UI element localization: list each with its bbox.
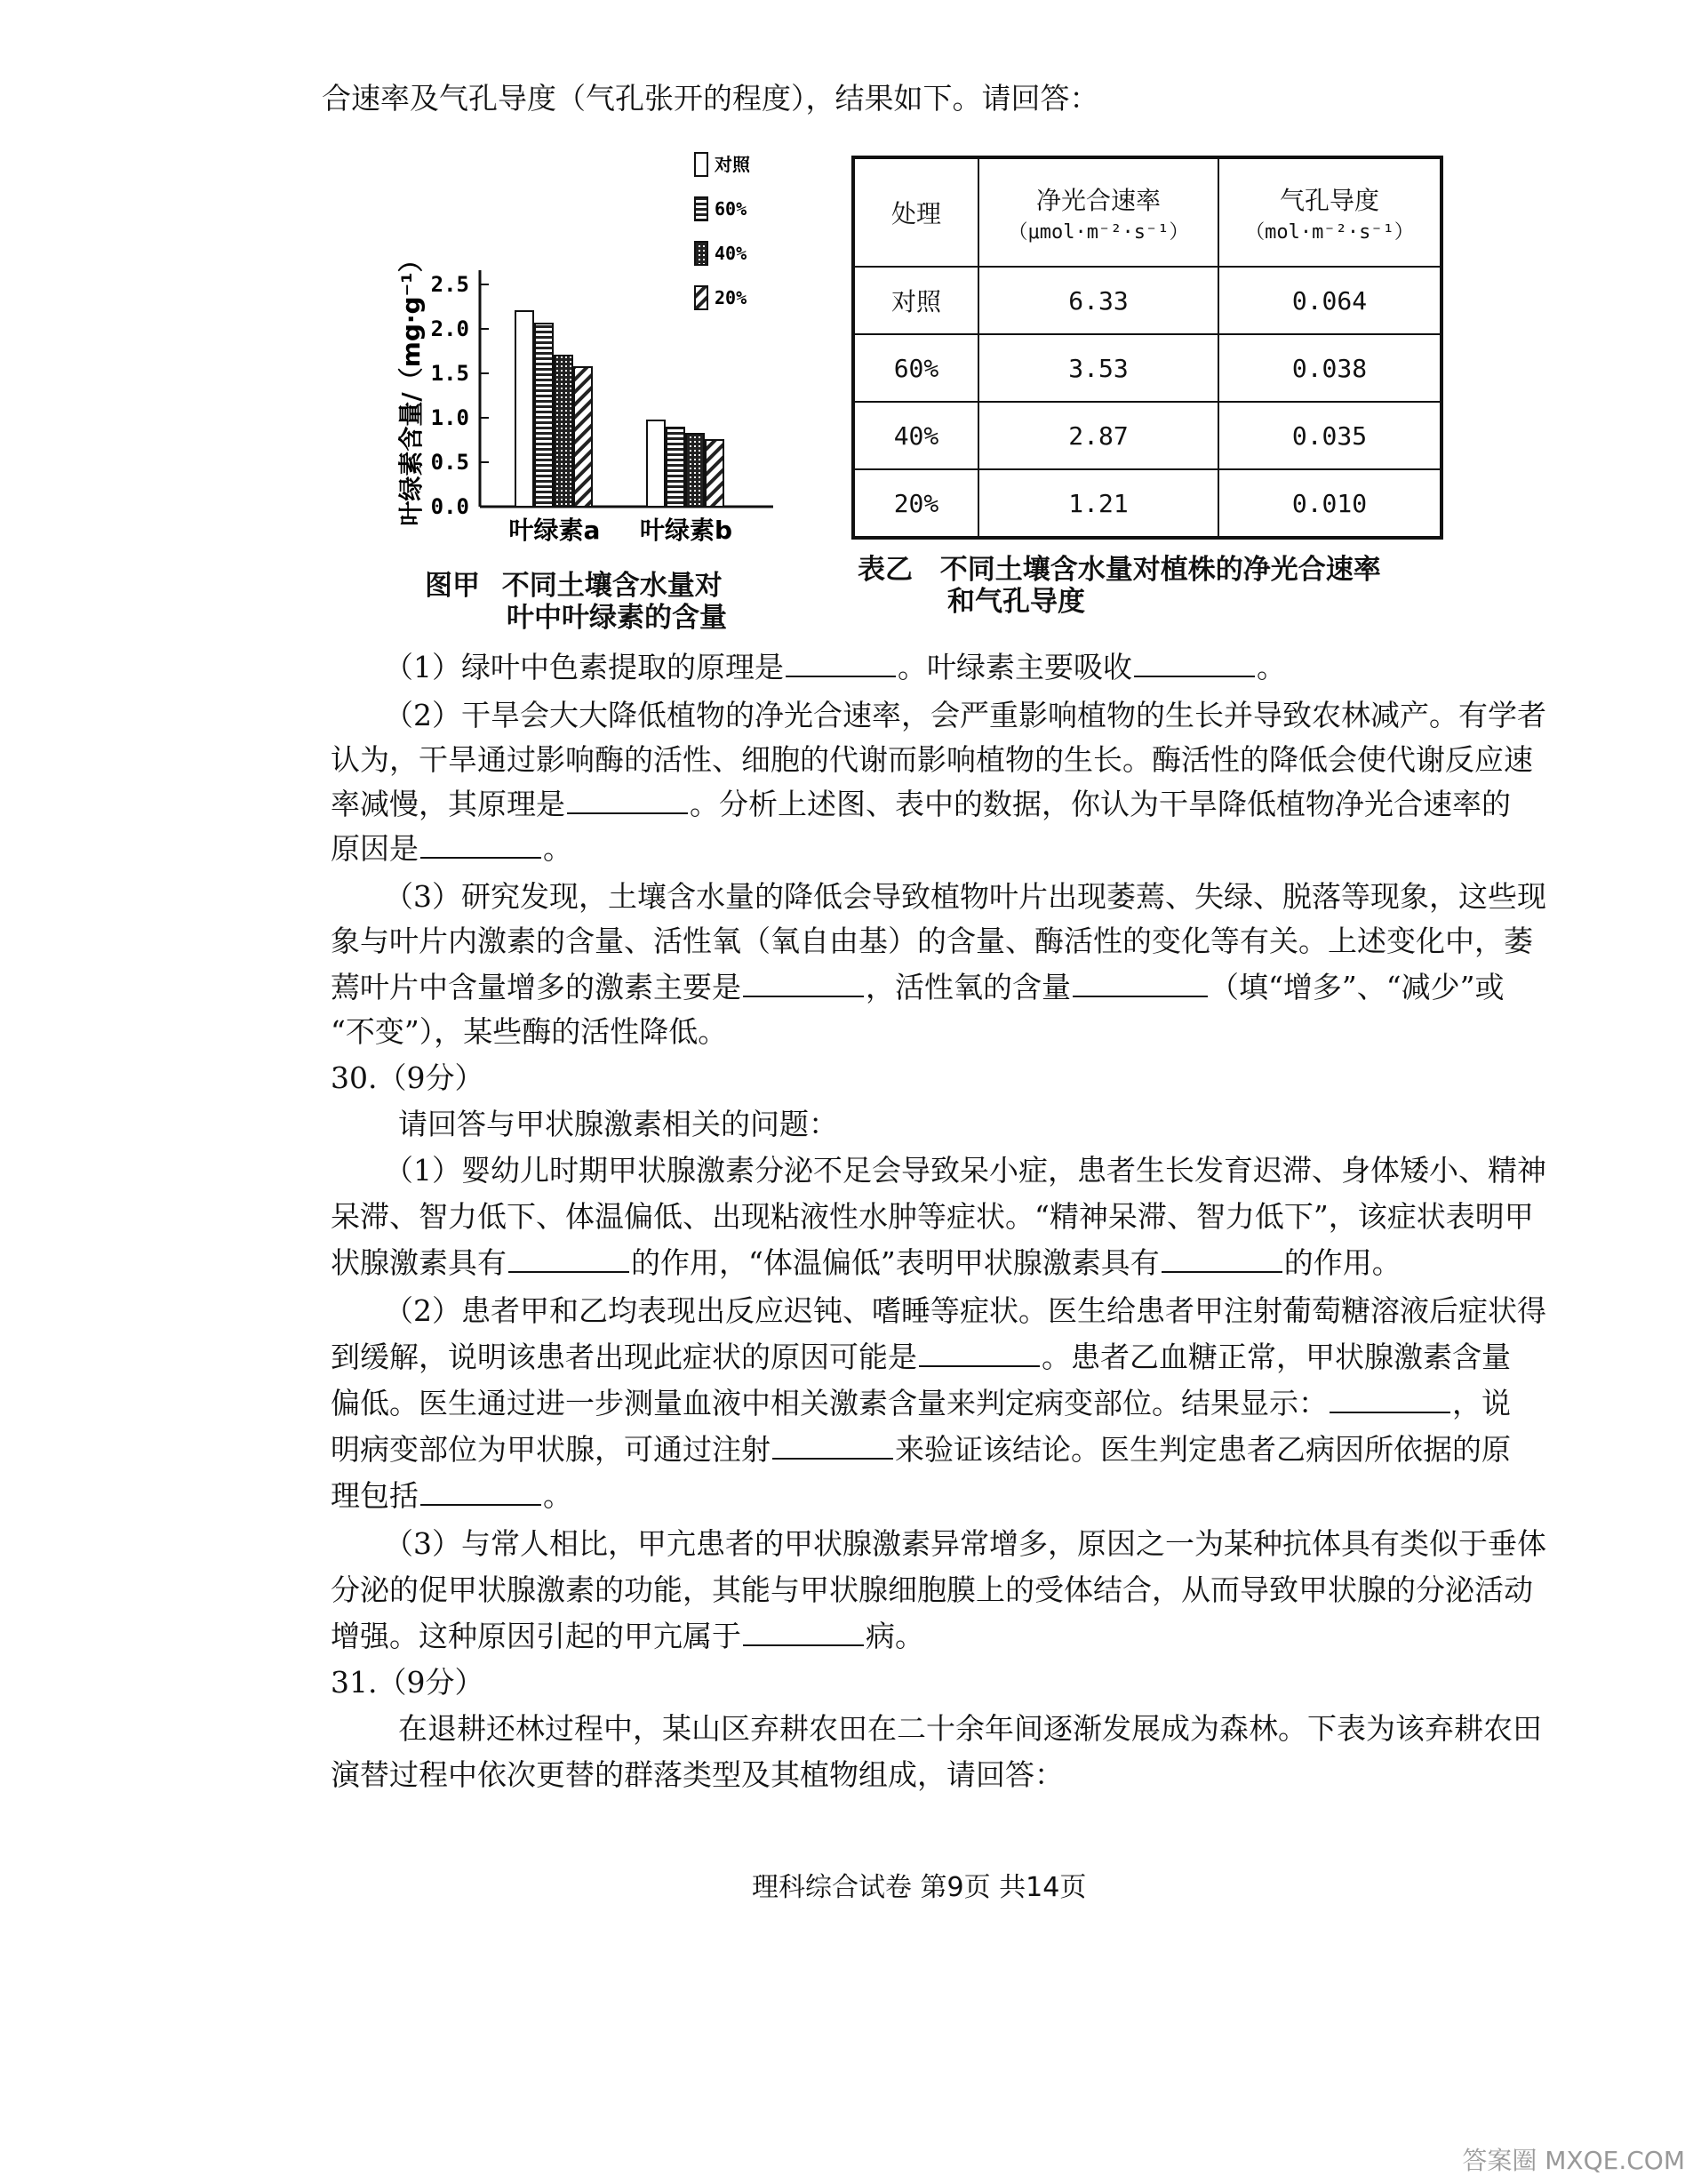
answer-blank[interactable] [420, 828, 541, 859]
table-row [853, 334, 1441, 402]
table-cell: 0.064 [1218, 267, 1441, 334]
q29-part2-line2: 认为，干旱通过影响酶的活性、细胞的代谢而影响植物的生长。酶活性的降低会使代谢反应速 [331, 742, 1533, 777]
table-row [853, 267, 1441, 334]
data-table [851, 156, 1443, 540]
bar [535, 324, 553, 507]
q30-part2-line5: 理包括 。 [331, 1476, 572, 1516]
figure-caption-label: 图甲 [425, 570, 480, 602]
q29-part3-line4: “不变”），某些酶的活性降低。 [331, 1014, 728, 1049]
q29-part2-line4: 原因是 。 [331, 828, 572, 869]
legend-label: 60% [715, 198, 747, 220]
q30-part1-line3: 状腺激素具有 的作用，“体温偏低”表明甲状腺激素具有 的作用。 [331, 1243, 1402, 1284]
table-cell: 0.035 [1218, 402, 1441, 469]
table-cell: 对照 [853, 267, 978, 334]
figure-caption-line1: 不同土壤含水量对 [501, 570, 723, 602]
table-caption-line1: 不同土壤含水量对植株的净光合速率 [939, 554, 1381, 586]
intro-line: 合速率及气孔导度（气孔张开的程度），结果如下。请回答： [322, 81, 1099, 116]
q30-part1-line2: 呆滞、智力低下、体温偏低、出现粘液性水肿等症状。“精神呆滞、智力低下”，该症状表明甲 [331, 1199, 1534, 1234]
y-axis-label: 叶绿素含量/（mg·g⁻¹） [396, 247, 426, 526]
q30-part2-line4: 明病变部位为甲状腺，可通过注射 来验证该结论。医生判定患者乙病因所依据的原 [331, 1429, 1511, 1470]
q31-heading: 31.（9分） [331, 1665, 484, 1700]
table-cell: 40% [853, 402, 978, 469]
answer-blank[interactable] [1073, 967, 1208, 997]
figure-caption-line2: 叶中叶绿素的含量 [507, 602, 727, 634]
x-category-label: 叶绿素a [508, 516, 601, 545]
y-tick-label: 2.5 [430, 272, 469, 297]
table-header-cell: 气孔导度 （mol·m⁻²·s⁻¹） [1218, 157, 1441, 267]
y-tick-label: 1.5 [430, 361, 469, 386]
legend-swatch [695, 242, 707, 265]
answer-blank[interactable] [743, 967, 864, 997]
table-cell: 6.33 [978, 267, 1218, 334]
answer-blank[interactable] [420, 1476, 541, 1506]
q30-part2-line3: 偏低。医生通过进一步测量血液中相关激素含量来判定病变部位。结果显示： ，说 [331, 1383, 1511, 1424]
figure-caption [425, 569, 723, 603]
table-row [853, 469, 1441, 538]
answer-blank[interactable] [1330, 1383, 1450, 1413]
bar [515, 311, 533, 507]
q30-heading: 30.（9分） [331, 1060, 484, 1095]
legend-swatch [695, 286, 707, 309]
legend-label: 20% [715, 287, 747, 308]
table-cell: 1.21 [978, 469, 1218, 538]
chlorophyll-bar-chart [391, 133, 800, 560]
q30-intro: 请回答与甲状腺激素相关的问题： [398, 1107, 838, 1141]
bar [555, 356, 572, 507]
q30-part2-line1: （2）患者甲和乙均表现出反应迟钝、嗜睡等症状。医生给患者甲注射葡萄糖溶液后症状得 [384, 1293, 1546, 1328]
table-caption [858, 553, 1381, 587]
q31-line1: 在退耕还林过程中，某山区弃耕农田在二十余年间逐渐发展成为森林。下表为该弃耕农田 [398, 1711, 1542, 1746]
bar [667, 428, 684, 507]
table-cell: 0.038 [1218, 334, 1441, 402]
y-tick-label: 2.0 [430, 316, 469, 341]
legend-swatch [695, 197, 707, 220]
q29-part2-line1: （2）干旱会大大降低植物的净光合速率，会严重影响植物的生长并导致农林减产。有学者 [384, 698, 1546, 732]
bar [574, 367, 592, 507]
bar [647, 420, 665, 507]
page-footer: 理科综合试卷 第9页 共14页 [752, 1872, 1087, 1903]
table-caption-line2: 和气孔导度 [947, 586, 1085, 618]
answer-blank[interactable] [786, 647, 896, 677]
table-caption-label: 表乙 [858, 554, 913, 586]
q29-part3-line1: （3）研究发现，土壤含水量的降低会导致植物叶片出现萎蔫、失绿、脱落等现象，这些现 [384, 879, 1546, 914]
table-cell: 20% [853, 469, 978, 538]
table-cell: 2.87 [978, 402, 1218, 469]
q30-part3-line2: 分泌的促甲状腺激素的功能，其能与甲状腺细胞膜上的受体结合，从而导致甲状腺的分泌活动 [331, 1572, 1533, 1607]
table-cell: 0.010 [1218, 469, 1441, 538]
table-header-cell: 净光合速率 （μmol·m⁻²·s⁻¹） [978, 157, 1218, 267]
table-header-row [853, 157, 1441, 267]
answer-blank[interactable] [508, 1243, 629, 1273]
y-tick-label: 1.0 [430, 405, 469, 430]
answer-blank[interactable] [743, 1616, 864, 1646]
answer-blank[interactable] [567, 784, 688, 814]
legend-swatch [695, 153, 707, 176]
table-cell: 3.53 [978, 334, 1218, 402]
q31-line2: 演替过程中依次更替的群落类型及其植物组成，请回答： [331, 1757, 1064, 1792]
q29-part2-line3: 率减慢，其原理是 。分析上述图、表中的数据，你认为干旱降低植物净光合速率的 [331, 784, 1511, 825]
q30-part3-line1: （3）与常人相比，甲亢患者的甲状腺激素异常增多，原因之一为某种抗体具有类似于垂体 [384, 1526, 1546, 1561]
watermark: 答案圈 MXQE.COM [1462, 2146, 1685, 2175]
answer-blank[interactable] [919, 1337, 1040, 1367]
q30-part2-line2: 到缓解，说明该患者出现此症状的原因可能是 。患者乙血糖正常，甲状腺激素含量 [331, 1337, 1511, 1378]
answer-blank[interactable] [772, 1429, 893, 1460]
q29-part3-line2: 象与叶片内激素的含量、活性氧（氧自由基）的含量、酶活性的变化等有关。上述变化中，萎 [331, 924, 1533, 958]
answer-blank[interactable] [1134, 647, 1255, 677]
table-header-cell: 处理 [853, 157, 978, 267]
x-category-label: 叶绿素b [639, 516, 733, 545]
y-tick-label: 0.0 [430, 494, 469, 519]
q29-part3-line3: 蔫叶片中含量增多的激素主要是 ，活性氧的含量 （填“增多”、“减少”或 [331, 967, 1504, 1008]
q30-part1-line1: （1）婴幼儿时期甲状腺激素分泌不足会导致呆小症，患者生长发育迟滞、身体矮小、精神 [384, 1153, 1546, 1188]
table-row [853, 402, 1441, 469]
q29-part1: （1）绿叶中色素提取的原理是 。叶绿素主要吸收 。 [384, 647, 1286, 688]
legend-label: 40% [715, 243, 747, 264]
y-tick-label: 0.5 [430, 450, 469, 475]
legend-label: 对照 [715, 154, 750, 175]
bar [706, 440, 723, 507]
bar [686, 434, 704, 507]
answer-blank[interactable] [1162, 1243, 1282, 1273]
q30-part3-line3: 增强。这种原因引起的甲亢属于 病。 [331, 1616, 924, 1657]
table-cell: 60% [853, 334, 978, 402]
